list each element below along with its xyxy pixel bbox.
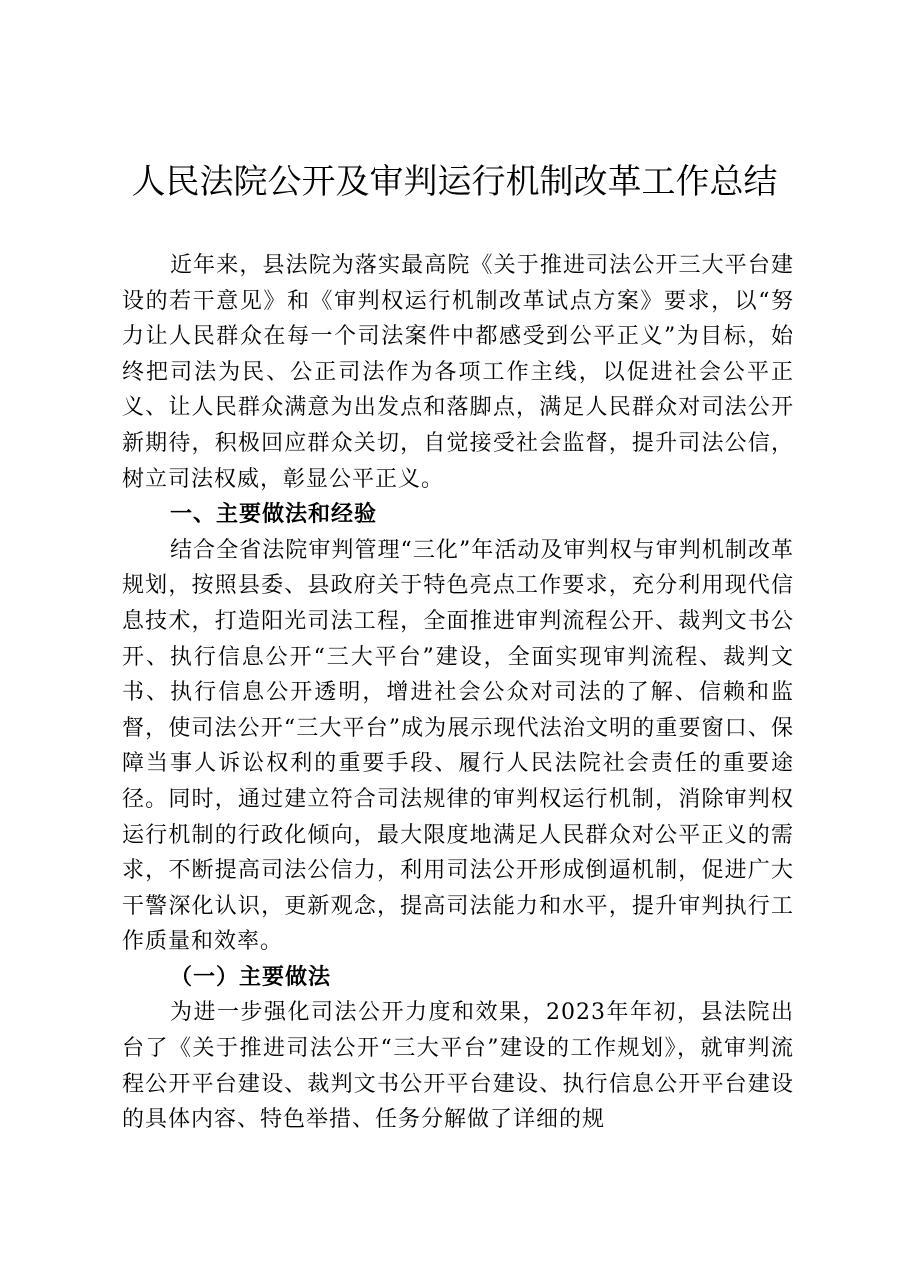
paragraph-intro: 近年来，县法院为落实最高院《关于推进司法公开三大平台建设的若干意见》和《审判权运行机制改革试点方案》要求，以“努力让人民群众在每一个司法案件中都感受到公平正义”为目标，始终把司法为民、公正司法作为各项工作主线，以促进社会公平正义、让人民群众满意为出发点和落脚点，满足人民群众对司法公开新期待，积极回应群众关切，自觉接受社会监督，提升司法公信，树立司法权威，彰显公平正义。 — [122, 253, 794, 492]
paragraph-work-plan: 为进一步强化司法公开力度和效果，2023年年初，县法院出台了《关于推进司法公开“三大平台”建设的工作规划》，就审判流程公开平台建设、裁判文书公开平台建设、执行信息公开平台建设的具体内容、特色举措、任务分解做了详细的规 — [122, 1000, 794, 1133]
subsection-heading-main-practices: （一）主要做法 — [170, 963, 332, 990]
section-heading-main-practices: 一、主要做法和经验 — [170, 502, 378, 528]
paragraph-practices-overview: 结合全省法院审判管理“三化”年活动及审判权与审判机制改革规划，按照县委、县政府关于特色亮点工作要求，充分利用现代信息技术，打造阳光司法工程，全面推进审判流程公开、裁判文书公开、执行信息公开“三大平台”建设，全面实现审判流程、裁判文书、执行信息公开透明，增进社会公众对司法的了解、信赖和监督，使司法公开“三大平台”成为展示现代法治文明的重要窗口、保障当事人诉讼权利的重要手段、履行人民法院社会责任的重要途径。同时，通过建立符合司法规律的审判权运行机制，消除审判权运行机制的行政化倾向，最大限度地满足人民群众对公平正义的需求，不断提高司法公信力，利用司法公开形成倒逼机制，促进广大干警深化认识，更新观念，提高司法能力和水平，提升审判执行工作质量和效率。 — [122, 537, 794, 955]
document-body — [122, 248, 794, 1138]
document-title: 人民法院公开及审判运行机制改革工作总结 — [131, 162, 778, 202]
